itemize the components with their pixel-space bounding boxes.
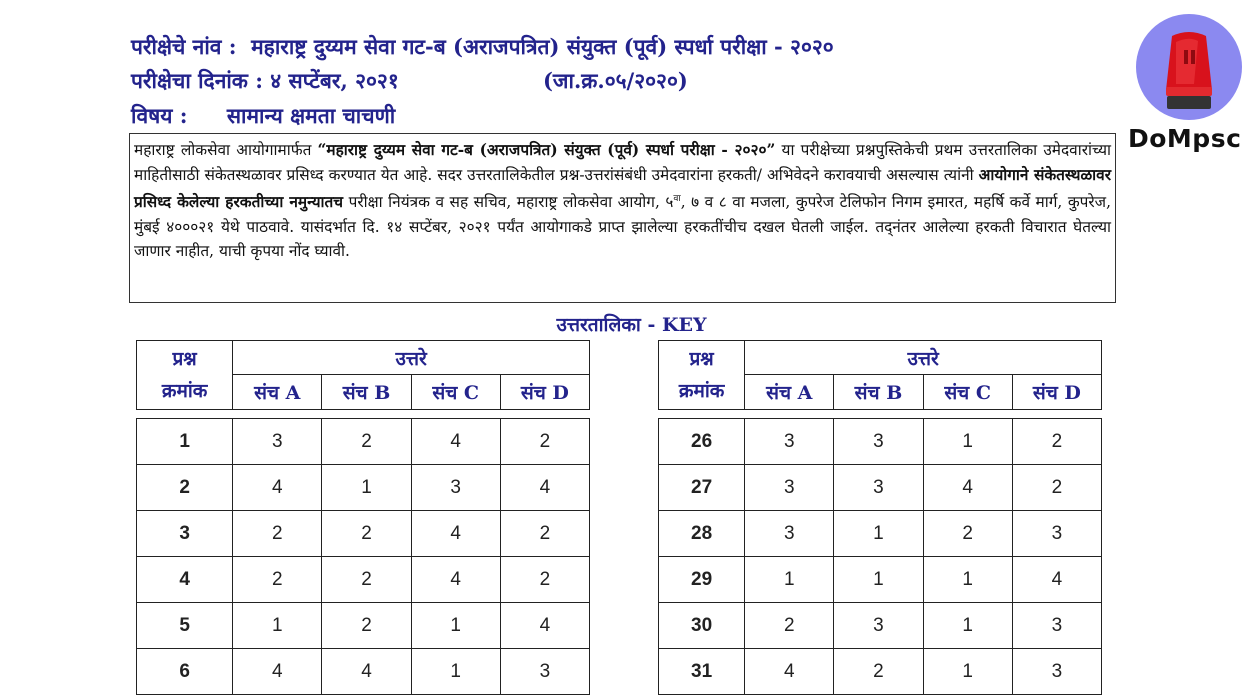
set-d-header: संच D — [500, 375, 589, 410]
answer-cell-set-b: 3 — [834, 465, 923, 511]
question-number-cell: 26 — [659, 419, 745, 465]
answer-cell-set-d: 3 — [1012, 603, 1101, 649]
question-number-cell: 3 — [137, 511, 233, 557]
answer-cell-set-a: 3 — [745, 419, 834, 465]
table-row — [137, 603, 590, 649]
answer-cell-set-c: 1 — [923, 419, 1012, 465]
answer-cell-set-c: 1 — [411, 603, 500, 649]
answer-cell-set-b: 2 — [322, 419, 411, 465]
question-number-cell: 30 — [659, 603, 745, 649]
notice-box — [129, 133, 1116, 303]
answer-cell-set-a: 1 — [233, 603, 322, 649]
answer-cell-set-d: 2 — [500, 557, 589, 603]
answer-cell-set-b: 2 — [322, 603, 411, 649]
exam-date-line — [131, 67, 688, 95]
question-number-cell: 27 — [659, 465, 745, 511]
answer-cell-set-a: 3 — [745, 511, 834, 557]
answer-cell-set-a: 4 — [233, 649, 322, 695]
answer-cell-set-a: 4 — [233, 465, 322, 511]
answer-cell-set-a: 3 — [745, 465, 834, 511]
set-b-header: संच B — [322, 375, 411, 410]
table-row — [659, 419, 1102, 465]
subject-label: विषय : — [131, 103, 188, 128]
question-number-cell: 28 — [659, 511, 745, 557]
table-row — [659, 511, 1102, 557]
set-a-header: संच A — [745, 375, 834, 410]
answer-cell-set-a: 1 — [745, 557, 834, 603]
spacer-row — [137, 410, 590, 419]
logo-text: DoMpsc — [1128, 124, 1242, 153]
answer-key-title-text: उत्तरतालिका - KEY — [556, 314, 707, 336]
answer-cell-set-b: 1 — [834, 511, 923, 557]
answer-cell-set-a: 2 — [233, 557, 322, 603]
set-b-header: संच B — [834, 375, 923, 410]
question-number-cell: 5 — [137, 603, 233, 649]
answer-cell-set-d: 3 — [1012, 511, 1101, 557]
date-label: परीक्षेचा दिनांक : — [131, 68, 263, 93]
answer-cell-set-a: 2 — [233, 511, 322, 557]
question-number-header — [659, 341, 745, 410]
question-number-cell: 1 — [137, 419, 233, 465]
set-c-header: संच C — [923, 375, 1012, 410]
answer-cell-set-b: 2 — [834, 649, 923, 695]
question-number-cell: 4 — [137, 557, 233, 603]
set-a-header: संच A — [233, 375, 322, 410]
answer-cell-set-b: 4 — [322, 649, 411, 695]
answer-cell-set-c: 2 — [923, 511, 1012, 557]
answer-cell-set-c: 1 — [923, 557, 1012, 603]
question-number-cell: 29 — [659, 557, 745, 603]
answer-cell-set-c: 4 — [411, 511, 500, 557]
question-header-line2: क्रमांक — [678, 380, 725, 402]
notice-text-1: महाराष्ट्र लोकसेवा आयोगामार्फत — [134, 141, 318, 159]
answers-header: उत्तरे — [745, 341, 1102, 375]
red-siren-icon — [1136, 14, 1242, 120]
table-row — [659, 603, 1102, 649]
answer-cell-set-d: 2 — [1012, 419, 1101, 465]
answer-cell-set-d: 2 — [1012, 465, 1101, 511]
notice-text-4: , ७ व ८ वा मजला, कुपरेज टेलिफोन निगम इमारत, महर्षि कर्वे मार्ग, कुपरेज, मुंबई ४०००२१ येथे पाठवावे. यासंदर्भात दि. १४ सप्टेंबर, २०२१ पर्यंत आयोगाकडे प्राप्त झालेल्या हरकतींचीच दखल घेतली जाईल. तद्नंतर आलेल्या हरकती विचारात घेतल्या जाणार नाहीत, याची कृपया नोंद घ्यावी. — [134, 193, 1111, 261]
exam-name: महाराष्ट्र दुय्यम सेवा गट-ब (अराजपत्रित) संयुक्त (पूर्व) स्पर्धा परीक्षा - २०२० — [251, 34, 834, 59]
answer-cell-set-d: 2 — [500, 419, 589, 465]
table-row — [659, 465, 1102, 511]
answer-cell-set-c: 1 — [923, 649, 1012, 695]
notice-superscript: वा — [673, 194, 681, 204]
answer-cell-set-a: 3 — [233, 419, 322, 465]
answer-cell-set-a: 4 — [745, 649, 834, 695]
answer-cell-set-c: 1 — [411, 649, 500, 695]
answer-cell-set-b: 3 — [834, 603, 923, 649]
answer-cell-set-c: 3 — [411, 465, 500, 511]
exam-name-line — [131, 33, 834, 61]
spacer-row — [659, 410, 1102, 419]
answer-cell-set-b: 3 — [834, 419, 923, 465]
table-row — [659, 557, 1102, 603]
answer-cell-set-b: 1 — [834, 557, 923, 603]
table-row — [659, 649, 1102, 695]
answer-key-table-right — [658, 340, 1102, 695]
table-row — [137, 649, 590, 695]
question-number-cell: 6 — [137, 649, 233, 695]
answer-key-title — [0, 311, 1257, 337]
answer-cell-set-c: 1 — [923, 603, 1012, 649]
question-number-cell: 2 — [137, 465, 233, 511]
dompsc-logo[interactable] — [1136, 14, 1242, 120]
notice-emphasis: आयोगाने संकेतस्थळावर प्रसिध्द केलेल्या हरकतीच्या नमुन्यातच — [134, 165, 1111, 212]
question-header-line1: प्रश्न — [689, 348, 714, 370]
answer-cell-set-d: 3 — [1012, 649, 1101, 695]
subject-line — [131, 102, 395, 130]
answer-cell-set-d: 4 — [500, 465, 589, 511]
set-d-header: संच D — [1012, 375, 1101, 410]
answer-cell-set-c: 4 — [411, 419, 500, 465]
question-number-cell: 31 — [659, 649, 745, 695]
table-row — [137, 557, 590, 603]
set-c-header: संच C — [411, 375, 500, 410]
reference-number: (जा.क्र.०५/२०२०) — [543, 68, 688, 93]
subject-name: सामान्य क्षमता चाचणी — [226, 103, 396, 128]
answer-key-table-left — [136, 340, 590, 695]
question-header-line2: क्रमांक — [161, 380, 208, 402]
answer-cell-set-c: 4 — [923, 465, 1012, 511]
answer-cell-set-d: 4 — [1012, 557, 1101, 603]
exam-label: परीक्षेचे नांव : — [131, 34, 237, 59]
notice-exam-name: “महाराष्ट्र दुय्यम सेवा गट-ब (अराजपत्रित) संयुक्त (पूर्व) स्पर्धा परीक्षा - २०२०” — [317, 141, 776, 159]
answer-cell-set-d: 2 — [500, 511, 589, 557]
answer-cell-set-a: 2 — [745, 603, 834, 649]
question-header-line1: प्रश्न — [172, 348, 197, 370]
answers-header: उत्तरे — [233, 341, 590, 375]
table-row — [137, 465, 590, 511]
question-number-header — [137, 341, 233, 410]
notice-text-2: या परीक्षेच्या प्रश्नपुस्तिकेची प्रथम उत्तरतालिका उमेदवारांच्या माहितीसाठी संकेतस्थळावर प्रसिध्द करण्यात येत आहे. सदर उत्तरतालिकेतील प्रश्न-उत्तरांसंबंधी उमेदवारांना हरकती/ अभिवेदने करावयाची असल्यास त्यांनी — [134, 141, 1111, 184]
answer-cell-set-d: 4 — [500, 603, 589, 649]
answer-cell-set-b: 2 — [322, 511, 411, 557]
notice-text-3: परीक्षा नियंत्रक व सह सचिव, महाराष्ट्र लोकसेवा आयोग, ५ — [343, 193, 674, 212]
answer-cell-set-b: 2 — [322, 557, 411, 603]
answer-cell-set-c: 4 — [411, 557, 500, 603]
table-row — [137, 511, 590, 557]
table-row — [137, 419, 590, 465]
answer-cell-set-b: 1 — [322, 465, 411, 511]
exam-date: ४ सप्टेंबर, २०२१ — [270, 68, 399, 93]
answer-cell-set-d: 3 — [500, 649, 589, 695]
